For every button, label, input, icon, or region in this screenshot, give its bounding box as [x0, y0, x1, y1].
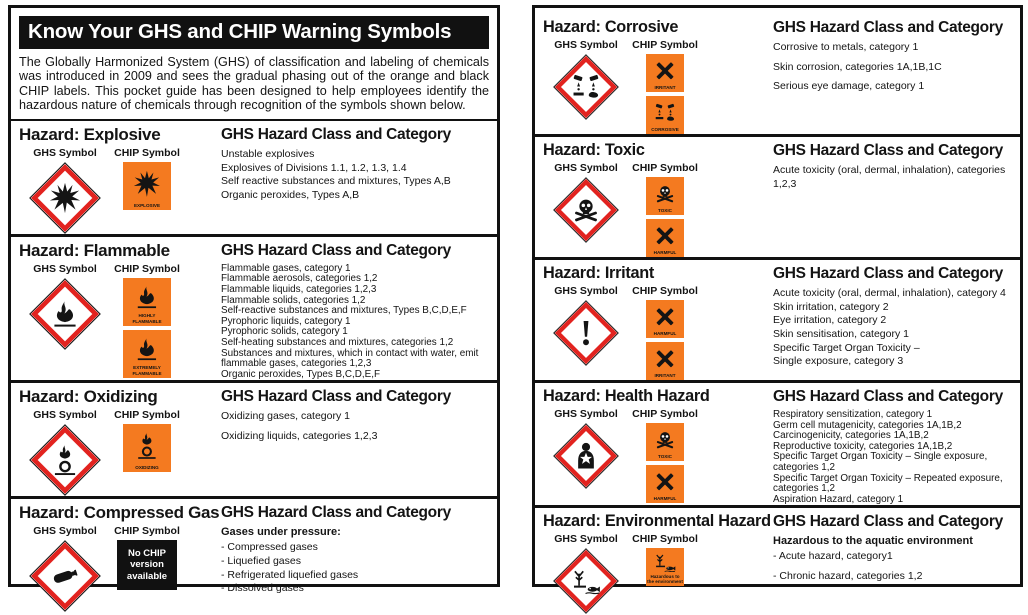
hazard-class-item: Corrosive to metals, category 1: [773, 41, 919, 53]
chip-symbol-caption: CORROSIVE: [651, 126, 679, 132]
hazard-title: Hazard: Flammable: [19, 240, 170, 260]
symbol-row: [19, 424, 217, 496]
hazard-class-column: [769, 141, 1012, 257]
chip-symbol-corrosion-icon: [646, 96, 684, 134]
ghs-symbol-cell: [543, 300, 629, 380]
hazard-title: Hazard: Corrosive: [543, 18, 679, 36]
chip-symbol-cross-icon: [646, 54, 684, 92]
symbol-labels: [19, 525, 217, 537]
symbol-row: [19, 540, 217, 612]
hazard-class-item: Pyrophoric liquids, category 1: [221, 315, 351, 327]
ghs-class-heading: GHS Hazard Class and Category: [773, 513, 1003, 531]
ghs-class-heading: GHS Hazard Class and Category: [773, 142, 1003, 159]
ghs-symbol-cell: [19, 162, 111, 234]
no-chip-box: No CHIP version available: [117, 540, 177, 590]
hazard-class-item: Self reactive substances and mixtures, Types A,B: [221, 175, 451, 188]
ghs-symbol-label: GHS Symbol: [554, 162, 618, 174]
ghs-pictogram-flame-over-circle-icon: [29, 424, 101, 496]
hazard-class-item: - Acute hazard, category1: [773, 550, 893, 563]
hazard-class-item: Aspiration Hazard, category 1: [773, 493, 904, 505]
chip-symbol-cell: [629, 177, 701, 257]
ghs-symbol-label: GHS Symbol: [554, 39, 618, 51]
hazard-section: [535, 134, 1020, 257]
hazard-class-item: Oxidizing liquids, categories 1,2,3: [221, 430, 378, 443]
ghs-symbol-cell: [543, 177, 629, 257]
hazard-section: [535, 14, 1020, 134]
symbol-labels: [19, 147, 217, 159]
ghs-class-heading: GHS Hazard Class and Category: [773, 265, 1003, 282]
panel-header: [11, 8, 497, 121]
hazard-class-item: Skin sensitisation, category 1: [773, 327, 909, 340]
chip-symbol-cell: [629, 54, 701, 134]
chip-symbol-cell: [629, 300, 701, 380]
ghs-symbol-label: GHS Symbol: [554, 533, 618, 546]
ghs-symbol-cell: [19, 278, 111, 378]
symbols-column: [543, 18, 769, 134]
symbol-row: [19, 278, 217, 378]
chip-symbol-label: CHIP Symbol: [632, 39, 698, 51]
symbols-column: [543, 387, 769, 505]
chip-symbol-caption: HARMFUL: [653, 495, 677, 501]
symbols-column: [543, 512, 769, 615]
chip-symbol-flame-icon: [123, 330, 171, 378]
chip-symbol-cross-icon: [646, 342, 684, 380]
hazard-class-item: Substances and mixtures, which in contact with water, emit flammable gases, categories 1,2,3: [221, 347, 479, 370]
hazard-class-item: Acute toxicity (oral, dermal, inhalation), category 4: [773, 287, 1006, 299]
ghs-symbol-label: GHS Symbol: [33, 525, 97, 538]
ghs-class-heading: GHS Hazard Class and Category: [221, 388, 451, 406]
ghs-symbol-cell: [543, 54, 629, 134]
ghs-symbol-label: GHS Symbol: [33, 146, 97, 159]
chip-symbol-cross-icon: [646, 465, 684, 503]
ghs-class-heading: GHS Hazard Class and Category: [773, 388, 1003, 405]
hazard-class-items: [221, 148, 489, 203]
chip-symbol-flame-over-circle-icon: [123, 424, 171, 472]
chip-symbol-label: CHIP Symbol: [632, 533, 698, 546]
chip-symbol-explosion-icon: [123, 162, 171, 210]
ghs-symbol-cell: [543, 423, 629, 503]
chip-symbol-label: CHIP Symbol: [632, 162, 698, 174]
chip-symbol-caption: HARMFUL: [653, 249, 677, 255]
hazard-section: [11, 380, 497, 496]
symbol-labels: [19, 263, 217, 275]
ghs-symbol-label: GHS Symbol: [33, 262, 97, 275]
hazard-title: Hazard: Explosive: [19, 124, 161, 144]
hazard-class-lead: Gases under pressure:: [221, 526, 341, 539]
chip-symbol-label: CHIP Symbol: [114, 262, 180, 275]
hazard-title: Hazard: Irritant: [543, 264, 654, 282]
ghs-symbol-cell: [19, 540, 111, 612]
hazard-class-item: Germ cell mutagenicity, categories 1A,1B,2: [773, 419, 962, 431]
hazard-class-item: Acute toxicity (oral, dermal, inhalation), categories 1,2,3: [773, 164, 1006, 190]
chip-symbol-caption: EXTREMELY FLAMMABLE: [132, 365, 162, 376]
ghs-pictogram-exclamation-icon: [553, 300, 619, 366]
hazard-class-item: - Dissolved gases: [221, 582, 304, 595]
chip-symbol-caption: Hazardous to the environment: [647, 573, 683, 585]
ghs-symbol-label: GHS Symbol: [554, 285, 618, 297]
hazard-class-item: Oxidizing gases, category 1: [221, 410, 350, 423]
chip-symbol-label: CHIP Symbol: [114, 525, 180, 538]
hazard-class-column: [217, 241, 489, 381]
chip-symbol-cell: [111, 162, 183, 234]
hazard-class-column: [769, 387, 1012, 505]
hazard-class-item: Organic peroxides, Types A,B: [221, 188, 360, 201]
hazard-class-item: Reproductive toxicity, categories 1A,1B,2: [773, 440, 953, 452]
ghs-class-heading: GHS Hazard Class and Category: [221, 125, 451, 143]
hazard-title: Hazard: Health Hazard: [543, 387, 710, 405]
hazard-section: [11, 496, 497, 612]
symbol-labels: [543, 39, 769, 51]
hazard-class-column: [769, 18, 1012, 134]
hazard-section: [535, 380, 1020, 505]
hazard-class-item: Single exposure, category 3: [773, 355, 904, 368]
hazard-class-column: [217, 503, 489, 612]
left-sections: [11, 121, 497, 613]
hazard-class-item: Unstable explosives: [221, 147, 315, 160]
chip-symbol-cross-icon: [646, 219, 684, 257]
intro-paragraph: The Globally Harmonized System (GHS) of classification and labeling of chemicals was introduced in 2009 and sees the gradual phasing out of the orange and black CHIP labels. This pocket guide has been designed to help employees identify the hazardous nature of chemicals through recognition of the symbols shown below.: [19, 55, 489, 113]
hazard-class-item: Specific Target Organ Toxicity – Single exposure, categories 1,2: [773, 451, 988, 473]
symbol-labels: [19, 409, 217, 421]
hazard-section: [11, 121, 497, 234]
chip-symbol-label: CHIP Symbol: [632, 285, 698, 297]
chip-symbol-caption: OXIDIZING: [135, 465, 159, 471]
hazard-class-items: [773, 550, 1012, 583]
chip-symbol-label: CHIP Symbol: [632, 408, 698, 420]
chip-symbol-cell: [629, 423, 701, 503]
hazard-class-item: Respiratory sensitization, category 1: [773, 409, 933, 420]
chip-symbol-caption: TOXIC: [658, 453, 672, 459]
hazard-class-item: Specific Target Organ Toxicity –: [773, 341, 920, 354]
ghs-pictogram-gas-cylinder-icon: [29, 540, 101, 612]
symbols-column: [19, 241, 217, 381]
symbols-column: [543, 264, 769, 380]
hazard-class-item: Specific Target Organ Toxicity – Repeated exposure, categories 1,2: [773, 472, 1003, 495]
hazard-class-item: Flammable gases, category 1: [221, 262, 351, 274]
hazard-class-item: - Compressed gases: [221, 541, 318, 554]
hazard-class-item: Pyrophoric solids, category 1: [221, 326, 348, 338]
ghs-class-heading: GHS Hazard Class and Category: [221, 241, 451, 259]
hazard-class-column: [217, 125, 489, 234]
hazard-class-item: Self-heating substances and mixtures, categories 1,2: [221, 337, 454, 349]
chip-symbol-cross-icon: [646, 300, 684, 338]
ghs-class-heading: GHS Hazard Class and Category: [773, 19, 1003, 36]
ghs-pictogram-health-hazard-icon: [553, 423, 619, 489]
hazard-class-items: [221, 264, 489, 381]
hazard-class-items: [221, 410, 489, 443]
ghs-pictogram-environment-icon: [553, 548, 619, 614]
symbol-labels: [543, 408, 769, 420]
symbol-row: [543, 177, 769, 257]
chip-symbol-caption: IRRITANT: [654, 84, 676, 90]
symbols-column: [543, 141, 769, 257]
chip-symbol-caption: TOXIC: [658, 207, 672, 213]
chip-symbol-environment-icon: [646, 548, 684, 586]
chip-symbol-label: CHIP Symbol: [114, 409, 180, 422]
ghs-pictogram-explosion-icon: [29, 162, 101, 234]
hazard-title: Hazard: Environmental Hazard: [543, 512, 771, 531]
ghs-symbol-label: GHS Symbol: [33, 409, 97, 422]
hazard-title: Hazard: Compressed Gas: [19, 503, 220, 523]
hazard-class-item: Explosives of Divisions 1.1, 1.2, 1.3, 1.4: [221, 161, 407, 174]
ghs-pictogram-corrosion-icon: [553, 54, 619, 120]
symbols-column: [19, 387, 217, 496]
hazard-class-items: [773, 41, 1012, 94]
hazard-class-column: [217, 387, 489, 496]
hazard-class-column: [769, 264, 1012, 380]
symbol-row: [543, 548, 769, 614]
hazard-class-items: [221, 541, 489, 596]
hazard-class-item: - Chronic hazard, categories 1,2: [773, 569, 923, 582]
hazard-section: [535, 505, 1020, 615]
symbols-column: [19, 125, 217, 234]
ghs-class-heading: GHS Hazard Class and Category: [221, 504, 451, 522]
ghs-symbol-cell: [543, 548, 629, 614]
chip-symbol-skull-crossbones-icon: [646, 177, 684, 215]
chip-symbol-cell: [111, 540, 183, 612]
hazard-class-item: Serious eye damage, category 1: [773, 80, 925, 93]
hazard-class-item: Organic peroxides, Types B,C,D,E,F: [221, 368, 380, 380]
right-sections: [535, 8, 1020, 615]
chip-symbol-caption: HIGHLY FLAMMABLE: [132, 313, 162, 324]
chip-symbol-flame-icon: [123, 278, 171, 326]
hazard-class-column: [769, 512, 1012, 615]
hazard-class-items: [773, 410, 1012, 505]
chip-symbol-caption: IRRITANT: [654, 372, 676, 378]
right-panel: [532, 5, 1023, 587]
hazard-class-item: - Refrigerated liquefied gases: [221, 568, 359, 581]
ghs-pictogram-skull-crossbones-icon: [553, 177, 619, 243]
hazard-class-lead: Hazardous to the aquatic environment: [773, 535, 973, 548]
hazard-class-item: Flammable liquids, categories 1,2,3: [221, 284, 377, 296]
symbol-row: [543, 423, 769, 503]
chip-symbol-cell: [629, 548, 701, 614]
left-panel: [8, 5, 500, 595]
hazard-class-item: Flammable aerosols, categories 1,2: [221, 273, 378, 285]
poster-title: Know Your GHS and CHIP Warning Symbols: [19, 16, 489, 49]
ghs-symbol-cell: [19, 424, 111, 496]
hazard-class-item: Self-reactive substances and mixtures, Types B,C,D,E,F: [221, 305, 467, 317]
symbol-labels: [543, 162, 769, 174]
chip-symbol-label: CHIP Symbol: [114, 146, 180, 159]
chip-symbol-caption: HARMFUL: [653, 330, 677, 336]
chip-symbol-skull-crossbones-icon: [646, 423, 684, 461]
ghs-pictogram-flame-icon: [29, 278, 101, 350]
chip-symbol-caption: EXPLOSIVE: [133, 202, 161, 208]
symbol-row: [543, 300, 769, 380]
symbol-labels: [543, 533, 769, 545]
hazard-title: Hazard: Toxic: [543, 141, 645, 159]
hazard-class-item: - Liquefied gases: [221, 555, 301, 568]
hazard-class-item: Carcinogenicity, categories 1A,1B,2: [773, 430, 929, 442]
hazard-class-item: Eye irritation, category 2: [773, 314, 887, 327]
symbol-row: [543, 54, 769, 134]
hazard-class-items: [773, 164, 1012, 191]
hazard-section: [11, 234, 497, 381]
chip-symbol-cell: [111, 278, 183, 378]
hazard-class-items: [773, 287, 1012, 369]
symbol-row: [19, 162, 217, 234]
symbols-column: [19, 503, 220, 612]
symbol-labels: [543, 285, 769, 297]
hazard-class-item: Flammable solids, categories 1,2: [221, 294, 366, 306]
hazard-section: [535, 257, 1020, 380]
hazard-class-item: Skin irritation, category 2: [773, 300, 889, 313]
hazard-class-item: Skin corrosion, categories 1A,1B,1C: [773, 60, 942, 73]
chip-symbol-cell: [111, 424, 183, 496]
hazard-title: Hazard: Oxidizing: [19, 387, 158, 407]
ghs-symbol-label: GHS Symbol: [554, 408, 618, 420]
